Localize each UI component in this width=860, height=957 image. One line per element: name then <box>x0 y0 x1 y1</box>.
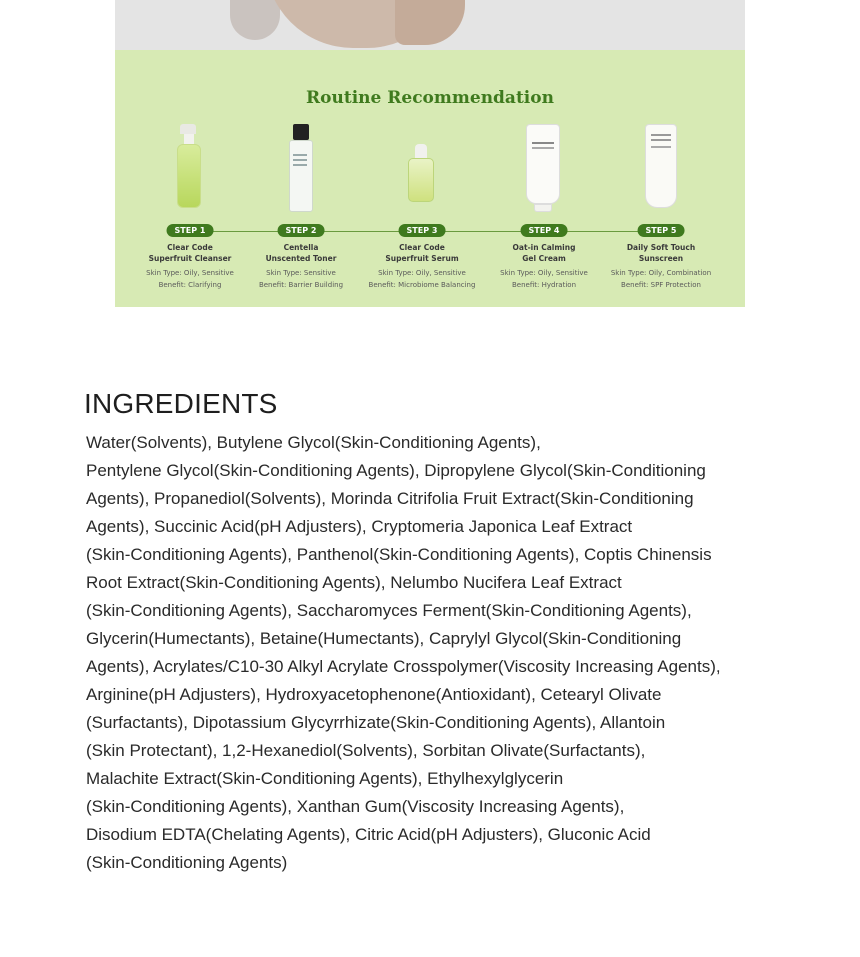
ingredients-line: Agents), Succinic Acid(pH Adjusters), Cryptomeria Japonica Leaf Extract <box>86 517 633 536</box>
step-badge: STEP 3 <box>399 224 446 237</box>
hero-hand <box>395 0 465 45</box>
step-details: Skin Type: Oily, Sensitive Benefit: Hydration <box>500 269 588 289</box>
step-badge: STEP 2 <box>278 224 325 237</box>
routine-step-4 <box>484 120 604 289</box>
ingredients-heading: INGREDIENTS <box>84 388 278 419</box>
ingredients-line: (Skin-Conditioning Agents), Saccharomyces Ferment(Skin-Conditioning Agents), <box>86 601 692 620</box>
step-details: Skin Type: Oily, Sensitive Benefit: Microbiome Balancing <box>368 269 476 289</box>
routine-step-5 <box>601 120 721 289</box>
ingredients-line: Disodium EDTA(Chelating Agents), Citric Acid(pH Adjusters), Gluconic Acid <box>86 825 651 844</box>
ingredients-line: Agents), Acrylates/C10-30 Alkyl Acrylate Crosspolymer(Viscosity Increasing Agents), <box>86 657 721 676</box>
hero-hair <box>230 0 280 40</box>
step-product-name: Clear Code Superfruit Cleanser <box>148 243 232 263</box>
step-badge: STEP 5 <box>638 224 685 237</box>
ingredients-list <box>86 429 776 877</box>
step-details: Skin Type: Sensitive Benefit: Barrier Building <box>258 269 344 289</box>
routine-step-1 <box>130 120 250 289</box>
ingredients-line: (Skin-Conditioning Agents) <box>86 853 288 872</box>
step-product-name: Clear Code Superfruit Serum <box>385 243 459 263</box>
ingredients-line: Root Extract(Skin-Conditioning Agents), Nelumbo Nucifera Leaf Extract <box>86 573 622 592</box>
cleanser-bottle-image <box>130 120 250 216</box>
ingredients-line: Pentylene Glycol(Skin-Conditioning Agents), Dipropylene Glycol(Skin-Conditioning <box>86 461 706 480</box>
ingredients-line: Agents), Propanediol(Solvents), Morinda Citrifolia Fruit Extract(Skin-Conditioning <box>86 489 694 508</box>
hero-image <box>115 0 745 50</box>
ingredients-line: Glycerin(Humectants), Betaine(Humectants), Caprylyl Glycol(Skin-Conditioning <box>86 629 682 648</box>
step-details: Skin Type: Oily, Sensitive Benefit: Clarifying <box>146 269 234 289</box>
ingredients-line: (Skin Protectant), 1,2-Hexanediol(Solvents), Sorbitan Olivate(Surfactants), <box>86 741 646 760</box>
step-badge: STEP 1 <box>167 224 214 237</box>
step-details: Skin Type: Oily, Combination Benefit: SPF Protection <box>610 269 712 289</box>
toner-bottle-image <box>241 120 361 216</box>
step-badge: STEP 4 <box>521 224 568 237</box>
ingredients-line: (Surfactants), Dipotassium Glycyrrhizate(Skin-Conditioning Agents), Allantoin <box>86 713 666 732</box>
routine-step-3 <box>362 120 482 289</box>
ingredients-line: (Skin-Conditioning Agents), Xanthan Gum(Viscosity Increasing Agents), <box>86 797 625 816</box>
ingredients-line: Arginine(pH Adjusters), Hydroxyacetophenone(Antioxidant), Cetearyl Olivate <box>86 685 662 704</box>
routine-title: Routine Recommendation <box>306 88 554 108</box>
ingredients-line: Malachite Extract(Skin-Conditioning Agents), Ethylhexylglycerin <box>86 769 564 788</box>
serum-bottle-image <box>362 120 482 216</box>
ingredients-line: Water(Solvents), Butylene Glycol(Skin-Conditioning Agents), <box>86 433 541 452</box>
routine-step-2 <box>241 120 361 289</box>
step-product-name: Oat-in Calming Gel Cream <box>512 243 576 263</box>
routine-recommendation-banner <box>115 50 745 307</box>
gel-cream-tube-image <box>484 120 604 216</box>
step-product-name: Centella Unscented Toner <box>265 243 337 263</box>
step-product-name: Daily Soft Touch Sunscreen <box>626 243 696 263</box>
ingredients-line: (Skin-Conditioning Agents), Panthenol(Skin-Conditioning Agents), Coptis Chinensis <box>86 545 712 564</box>
sunscreen-tube-image <box>601 120 721 216</box>
